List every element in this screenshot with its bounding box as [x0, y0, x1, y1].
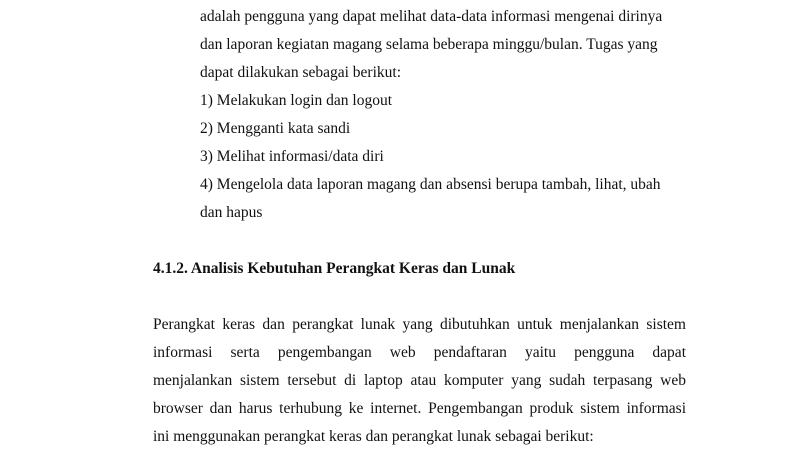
- paragraph-line-4: browser dan harus terhubung ke internet. Pengembangan produk sistem informasi: [153, 400, 686, 417]
- section-heading: 4.1.2. Analisis Kebutuhan Perangkat Keras dan Lunak: [153, 260, 516, 277]
- paragraph-line-2: informasi serta pengembangan web pendaftaran yaitu pengguna dapat: [153, 344, 686, 361]
- paragraph-line-5: ini menggunakan perangkat keras dan perangkat lunak sebagai berikut:: [153, 428, 594, 445]
- intro-line-1: adalah pengguna yang dapat melihat data-data informasi mengenai dirinya: [200, 8, 663, 25]
- task-item-3: 3) Melihat informasi/data diri: [200, 148, 384, 165]
- task-item-4: 4) Mengelola data laporan magang dan absensi berupa tambah, lihat, ubah: [200, 176, 661, 193]
- paragraph-line-3: menjalankan sistem tersebut di laptop atau komputer yang sudah terpasang web: [153, 372, 686, 389]
- task-item-2: 2) Mengganti kata sandi: [200, 120, 351, 137]
- task-item-4-continuation: dan hapus: [200, 204, 263, 221]
- intro-line-3: dapat dilakukan sebagai berikut:: [200, 64, 402, 81]
- task-item-1: 1) Melakukan login dan logout: [200, 92, 392, 109]
- paragraph-line-1: Perangkat keras dan perangkat lunak yang dibutuhkan untuk menjalankan sistem: [153, 316, 686, 333]
- intro-line-2: dan laporan kegiatan magang selama beberapa minggu/bulan. Tugas yang: [200, 36, 658, 53]
